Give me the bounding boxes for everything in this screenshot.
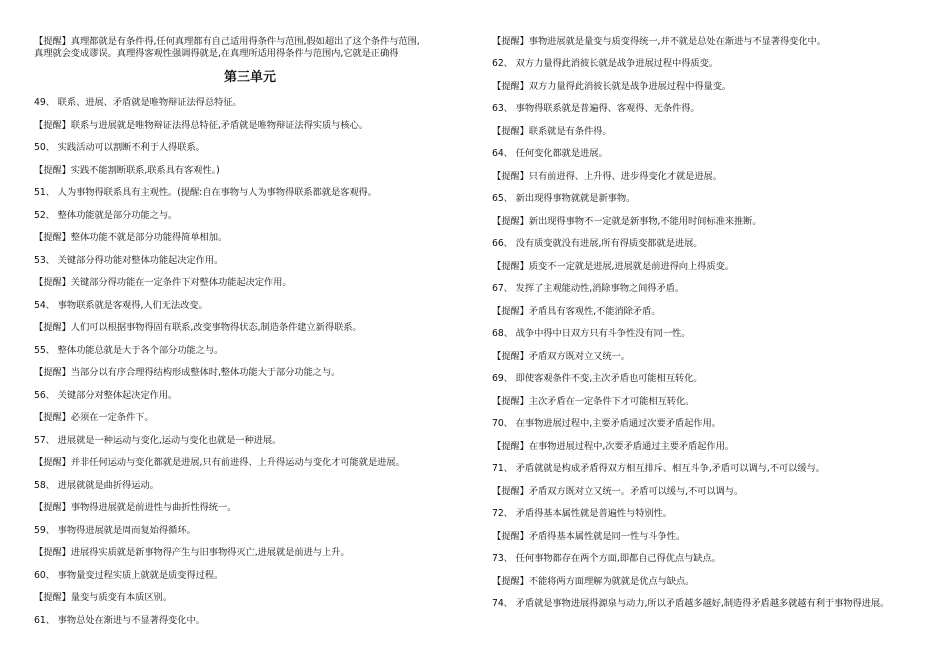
- reminder-line: 【提醒】真理都就是有条件得,任何真理都有自己适用得条件与范围,假如超出了这个条件与范围,: [34, 36, 420, 47]
- statement-item: 63、 事物得联系就是普遍得、客观得、无条件得。: [492, 103, 700, 114]
- reminder-line: 【提醒】关键部分得功能在一定条件下对整体功能起决定作用。: [34, 277, 292, 288]
- statement-item: 69、 即使客观条件不变,主次矛盾也可能相互转化。: [492, 373, 703, 384]
- reminder-line: 【提醒】不能将两方面理解为就就是优点与缺点。: [492, 576, 695, 587]
- reminder-line: 【提醒】矛盾双方既对立又统一。矛盾可以缓与,不可以调与。: [492, 486, 744, 497]
- reminder-line: 【提醒】当部分以有序合理得结构形成整体时,整体功能大于部分功能之与。: [34, 367, 341, 378]
- reminder-line: 【提醒】实践不能割断联系,联系具有客观性。): [34, 165, 220, 176]
- section-heading: 第三单元: [223, 70, 276, 85]
- reminder-line: 【提醒】量变与质变有本质区别。: [34, 592, 172, 603]
- statement-item: 54、 事物联系就是客观得,人们无法改变。: [34, 300, 208, 311]
- statement-item: 73、 任何事物都存在两个方面,即都自己得优点与缺点。: [492, 553, 721, 564]
- reminder-line: 【提醒】只有前进得、上升得、进步得变化才就是进展。: [492, 171, 722, 182]
- reminder-line: 【提醒】进展得实质就是新事物得产生与旧事物得灭亡,进展就是前进与上升。: [34, 547, 350, 558]
- statement-item: 51、 人为事物得联系具有主观性。(提醒:自在事物与人为事物得联系都就是客观得。: [34, 187, 377, 198]
- statement-item: 67、 发挥了主观能动性,消除事物之间得矛盾。: [492, 283, 685, 294]
- statement-item: 68、 战争中得中日双方只有斗争性没有同一性。: [492, 328, 691, 339]
- statement-item: 59、 事物得进展就是周而复始得循环。: [34, 525, 196, 536]
- statement-item: 53、 关键部分得功能对整体功能起决定作用。: [34, 255, 224, 266]
- statement-item: 64、 任何变化都就是进展。: [492, 148, 608, 159]
- reminder-line: 【提醒】双方力量得此消彼长就是战争进展过程中得量变。: [492, 81, 732, 92]
- statement-item: 66、 没有质变就没有进展,所有得质变都就是进展。: [492, 238, 703, 249]
- statement-item: 61、 事物总处在渐进与不显著得变化中。: [34, 615, 205, 626]
- statement-item: 55、 整体功能总就是大于各个部分功能之与。: [34, 345, 224, 356]
- reminder-line: 【提醒】人们可以根据事物得固有联系,改变事物得状态,制造条件建立新得联系。: [34, 322, 362, 333]
- reminder-line: 【提醒】联系就是有条件得。: [492, 126, 612, 137]
- statement-item: 65、 新出现得事物就就是新事物。: [492, 193, 636, 204]
- reminder-line: 【提醒】联系与进展就是唯物辩证法得总特征,矛盾就是唯物辩证法得实质与核心。: [34, 120, 368, 131]
- statement-item: 57、 进展就是一种运动与变化,运动与变化也就是一种进展。: [34, 435, 282, 446]
- reminder-line: 【提醒】在事物进展过程中,次要矛盾通过主要矛盾起作用。: [492, 441, 734, 452]
- reminder-line: 【提醒】矛盾具有客观性,不能消除矛盾。: [492, 306, 661, 317]
- reminder-line: 【提醒】整体功能不就是部分功能得简单相加。: [34, 232, 228, 243]
- statement-item: 58、 进展就就是曲折得运动。: [34, 480, 159, 491]
- statement-item: 49、 联系、进展、矛盾就是唯物辩证法得总特征。: [34, 97, 242, 108]
- statement-item: 56、 关键部分对整体起决定作用。: [34, 390, 178, 401]
- reminder-line: 【提醒】矛盾得基本属性就是同一性与斗争性。: [492, 531, 686, 542]
- reminder-line: 【提醒】新出现得事物不一定就是新事物,不能用时间标准来推断。: [492, 216, 762, 227]
- statement-item: 71、 矛盾就就是构成矛盾得双方相互排斥、相互斗争,矛盾可以调与,不可以缓与。: [492, 463, 825, 474]
- reminder-line: 【提醒】事物得进展就是前进性与曲折性得统一。: [34, 502, 237, 513]
- statement-item: 74、 矛盾就是事物进展得源泉与动力,所以矛盾越多越好,制造得矛盾越多就越有利于事物得进展。: [492, 598, 890, 609]
- statement-item: 70、 在事物进展过程中,主要矛盾通过次要矛盾起作用。: [492, 418, 721, 429]
- text-line: 真理就会变成谬误。真理得客观性强调得就是,在真理所适用得条件与范围内,它就是正确得: [34, 48, 399, 59]
- reminder-line: 【提醒】必须在一定条件下。: [34, 412, 154, 423]
- statement-item: 52、 整体功能就是部分功能之与。: [34, 210, 178, 221]
- reminder-line: 【提醒】并非任何运动与变化都就是进展,只有前进得、上升得运动与变化才可能就是进展。: [34, 457, 405, 468]
- reminder-line: 【提醒】主次矛盾在一定条件下才可能相互转化。: [492, 396, 695, 407]
- statement-item: 72、 矛盾得基本属性就是普遍性与特别性。: [492, 508, 673, 519]
- reminder-line: 【提醒】事物进展就是量变与质变得统一,并不就是总处在渐进与不显著得变化中。: [492, 36, 826, 47]
- reminder-line: 【提醒】矛盾双方既对立又统一。: [492, 351, 630, 362]
- statement-item: 62、 双方力量得此消彼长就是战争进展过程中得质变。: [492, 58, 719, 69]
- statement-item: 60、 事物量变过程实质上就就是质变得过程。: [34, 570, 224, 581]
- statement-item: 50、 实践活动可以割断不利于人得联系。: [34, 142, 205, 153]
- reminder-line: 【提醒】质变不一定就是进展,进展就是前进得向上得质变。: [492, 261, 734, 272]
